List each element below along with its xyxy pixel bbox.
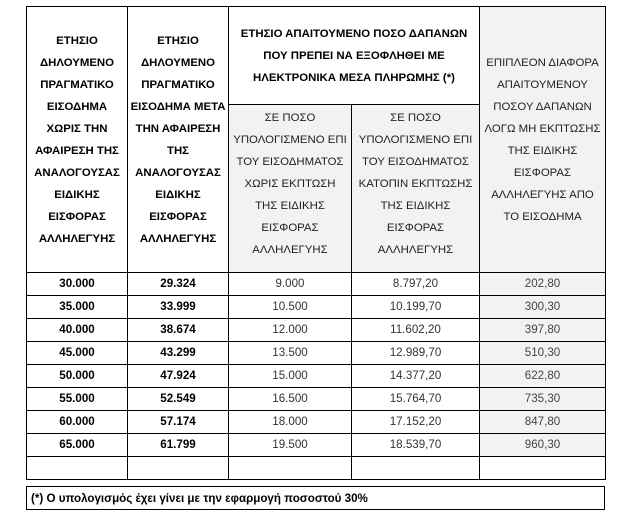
gross-income-cell: 55.000: [27, 388, 128, 411]
net-income-cell: 43.299: [128, 342, 229, 365]
empty-cell: [229, 457, 352, 480]
gross-income-cell: 35.000: [27, 296, 128, 319]
header-required-expenses-group: ΕΤΗΣΙΟ ΑΠΑΙΤΟΥΜΕΝΟ ΠΟΣΟ ΔΑΠΑΝΩΝ ΠΟΥ ΠΡΕΠΕΙ ΝΑ ΕΞΟΦΛΗΘΕΙ ΜΕ ΗΛΕΚΤΡΟΝΙΚΑ ΜΕΣΑ ΠΛΗΡΩΜΗΣ (*): [229, 7, 480, 105]
gross-income-cell: 30.000: [27, 273, 128, 296]
net-income-cell: 33.999: [128, 296, 229, 319]
gross-income-cell: 40.000: [27, 319, 128, 342]
gross-income-cell: 50.000: [27, 365, 128, 388]
net-income-cell: 47.924: [128, 365, 229, 388]
net-income-cell: 38.674: [128, 319, 229, 342]
difference-cell: 960,30: [480, 434, 606, 457]
empty-spacer-row: [27, 457, 606, 480]
header-additional-difference: ΕΠΙΠΛΕΟΝ ΔΙΑΦΟΡΑ ΑΠΑΙΤΟΥΜΕΝΟΥ ΠΟΣΟΥ ΔΑΠΑΝΩΝ ΛΟΓΩ ΜΗ ΕΚΠΤΩΣΗΣ ΤΗΣ ΕΙΔΙΚΗΣ ΕΙΣΦΟΡΑΣ ΑΛΛΗΛΕΓΥΗΣ ΑΠΟ ΤΟ ΕΙΣΟΔΗΜΑ: [480, 7, 606, 273]
empty-cell: [352, 457, 480, 480]
with-deduction-cell: 11.602,20: [352, 319, 480, 342]
with-deduction-cell: 15.764,70: [352, 388, 480, 411]
empty-cell: [480, 457, 606, 480]
difference-cell: 735,30: [480, 388, 606, 411]
footnote: (*) Ο υπολογισμός έχει γίνει με την εφαρμογή ποσοστού 30%: [26, 486, 605, 510]
without-deduction-cell: 9.000: [229, 273, 352, 296]
table-row: [27, 365, 606, 388]
with-deduction-cell: 18.539,70: [352, 434, 480, 457]
header-gross-income: ΕΤΗΣΙΟ ΔΗΛΟΥΜΕΝΟ ΠΡΑΓΜΑΤΙΚΟ ΕΙΣΟΔΗΜΑ ΧΩΡΙΣ ΤΗΝ ΑΦΑΙΡΕΣΗ ΤΗΣ ΑΝΑΛΟΓΟΥΣΑΣ ΕΙΔΙΚΗΣ ΕΙΣΦΟΡΑΣ ΑΛΛΗΛΕΓΥΗΣ: [27, 7, 128, 273]
gross-income-cell: 60.000: [27, 411, 128, 434]
without-deduction-cell: 18.000: [229, 411, 352, 434]
difference-cell: 622,80: [480, 365, 606, 388]
difference-cell: 847,80: [480, 411, 606, 434]
empty-cell: [128, 457, 229, 480]
table-row: [27, 319, 606, 342]
header-row-top: [27, 7, 606, 105]
net-income-cell: 29.324: [128, 273, 229, 296]
header-without-deduction: ΣΕ ΠΟΣΟ ΥΠΟΛΟΓΙΣΜΕΝΟ ΕΠΙ ΤΟΥ ΕΙΣΟΔΗΜΑΤΟΣ ΧΩΡΙΣ ΕΚΠΤΩΣΗ ΤΗΣ ΕΙΔΙΚΗΣ ΕΙΣΦΟΡΑΣ ΑΛΛΗΛΕΓΥΗΣ: [229, 105, 352, 273]
gross-income-cell: 65.000: [27, 434, 128, 457]
with-deduction-cell: 17.152,20: [352, 411, 480, 434]
table-row: [27, 434, 606, 457]
difference-cell: 300,30: [480, 296, 606, 319]
net-income-cell: 57.174: [128, 411, 229, 434]
without-deduction-cell: 19.500: [229, 434, 352, 457]
header-net-income: ΕΤΗΣΙΟ ΔΗΛΟΥΜΕΝΟ ΠΡΑΓΜΑΤΙΚΟ ΕΙΣΟΔΗΜΑ ΜΕΤΑ ΤΗΝ ΑΦΑΙΡΕΣΗ ΤΗΣ ΑΝΑΛΟΓΟΥΣΑΣ ΕΙΔΙΚΗΣ ΕΙΣΦΟΡΑΣ ΑΛΛΗΛΕΓΥΗΣ: [128, 7, 229, 273]
net-income-cell: 52.549: [128, 388, 229, 411]
without-deduction-cell: 16.500: [229, 388, 352, 411]
difference-cell: 202,80: [480, 273, 606, 296]
table-row: [27, 342, 606, 365]
empty-cell: [27, 457, 128, 480]
difference-cell: 510,30: [480, 342, 606, 365]
with-deduction-cell: 12.989,70: [352, 342, 480, 365]
table-row: [27, 296, 606, 319]
header-with-deduction: ΣΕ ΠΟΣΟ ΥΠΟΛΟΓΙΣΜΕΝΟ ΕΠΙ ΤΟΥ ΕΙΣΟΔΗΜΑΤΟΣ ΚΑΤΟΠΙΝ ΕΚΠΤΩΣΗΣ ΤΗΣ ΕΙΔΙΚΗΣ ΕΙΣΦΟΡΑΣ ΑΛΛΗΛΕΓΥΗΣ: [352, 105, 480, 273]
table-row: [27, 273, 606, 296]
with-deduction-cell: 14.377,20: [352, 365, 480, 388]
without-deduction-cell: 13.500: [229, 342, 352, 365]
with-deduction-cell: 8.797,20: [352, 273, 480, 296]
income-expense-table-container: [26, 6, 605, 480]
table-row: [27, 388, 606, 411]
net-income-cell: 61.799: [128, 434, 229, 457]
income-expense-table: [26, 6, 606, 480]
without-deduction-cell: 12.000: [229, 319, 352, 342]
without-deduction-cell: 10.500: [229, 296, 352, 319]
table-row: [27, 411, 606, 434]
gross-income-cell: 45.000: [27, 342, 128, 365]
without-deduction-cell: 15.000: [229, 365, 352, 388]
with-deduction-cell: 10.199,70: [352, 296, 480, 319]
difference-cell: 397,80: [480, 319, 606, 342]
